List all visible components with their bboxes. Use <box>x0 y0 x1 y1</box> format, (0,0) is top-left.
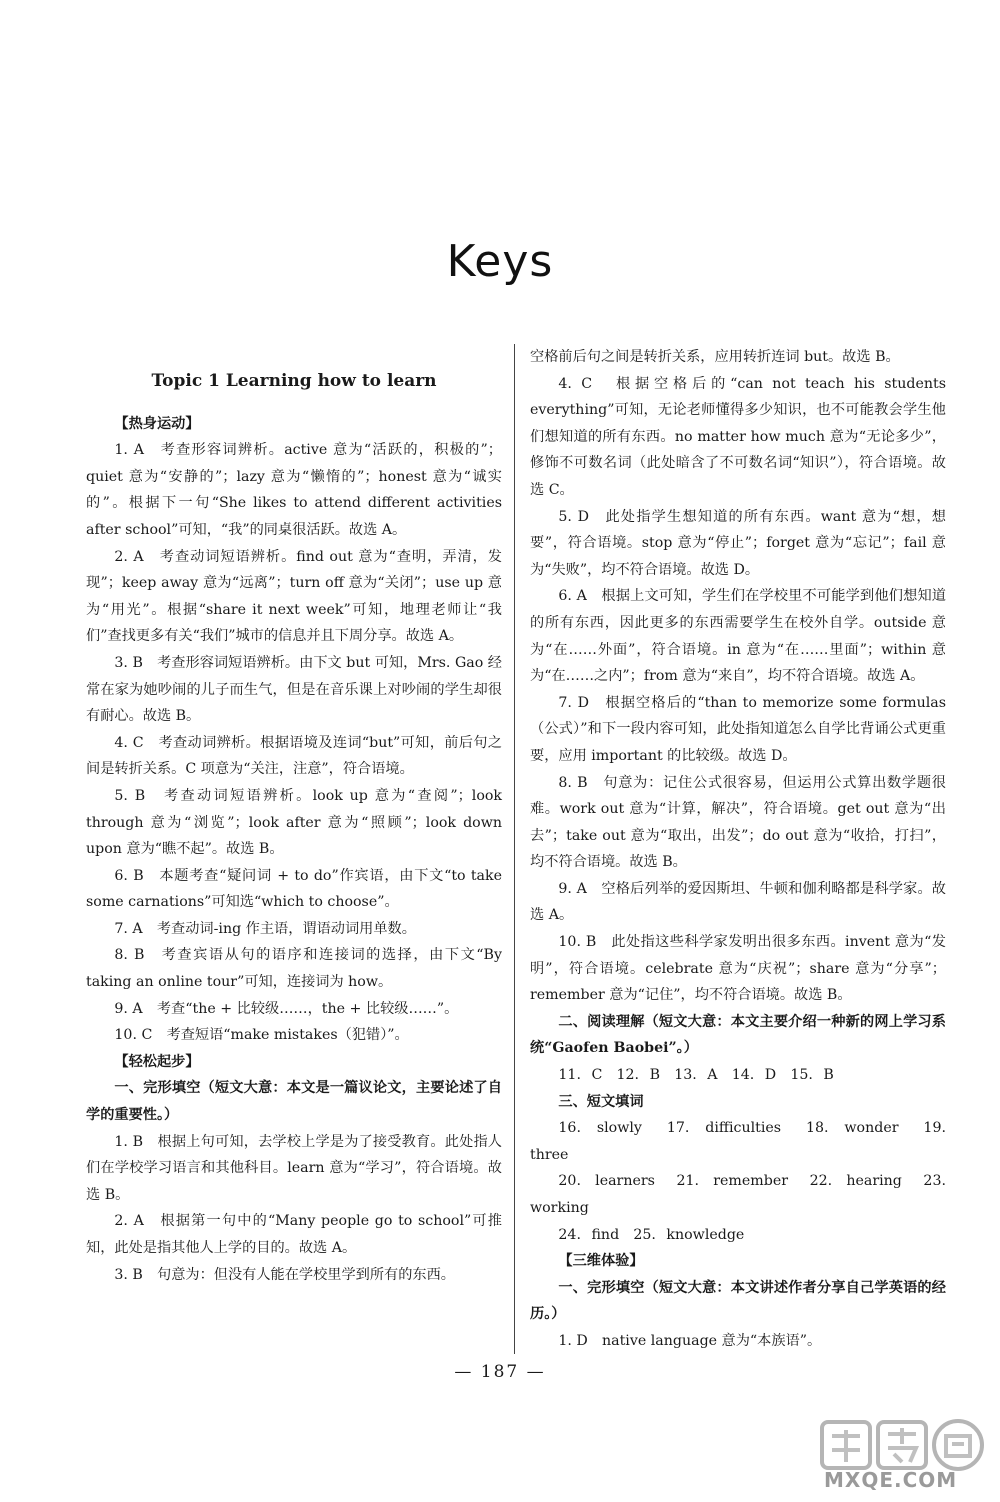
left-paragraph: 2. A 考查动词短语辨析。find out 意为“查明，弄清，发现”；keep away 意为“远离”；turn off 意为“关闭”；use up 意为“用光”。根据“share it next week”可知，地理老师让“我们”查找更多有关“我们”城市的信息并且下周分享。故选 A。 <box>86 548 502 645</box>
column-divider <box>514 344 515 1354</box>
right-paragraph: 7. D 根据空格后的“than to memorize some formulas（公式）”和下一段内容可知，此处指知道怎么自学比背诵公式更重要，应用 important 的比较级。故选 D。 <box>530 694 946 764</box>
left-paragraph: 3. B 考查形容词短语辨析。由下文 but 可知，Mrs. Gao 经常在家为她吵闹的儿子而生气，但是在音乐课上对吵闹的学生却很有耐心。故选 B。 <box>86 654 502 725</box>
right-paragraph: 6. A 根据上文可知，学生们在学校里不可能学到他们想知道的所有东西，因此更多的东西需要学生在校外自学。outside 意为“在……外面”，符合语境。in 意为“在……里面”；within 意为“在……之内”；from 意为“来自”，均不符合语境。故选 A。 <box>530 588 946 685</box>
left-paragraph: 5. B 考查动词短语辨析。look up 意为“查阅”；look through 意为“浏览”；look after 意为“照顾”；look down upon 意为“瞧不起”。故选 B。 <box>86 787 502 858</box>
left-paragraph: 1. A 考查形容词辨析。active 意为“活跃的，积极的”；quiet 意为“安静的”；lazy 意为“懒惰的”；honest 意为“诚实的”。根据下一句“She likes to attend different activities after school”可知，“我”的同桌很活跃。故选 A。 <box>86 442 502 538</box>
right-column <box>530 344 946 1355</box>
right-paragraph: 16. slowly 17. difficulties 18. wonder 19. three <box>530 1120 946 1163</box>
right-paragraph: 9. A 空格后列举的爱因斯坦、牛顿和伽利略都是科学家。故选 A。 <box>530 880 946 924</box>
right-paragraph: 一、完形填空（短文大意：本文讲述作者分享自己学英语的经历。） <box>530 1279 946 1323</box>
right-paragraph: 【三维体验】 <box>558 1253 644 1270</box>
right-paragraph: 24. find 25. knowledge <box>558 1226 745 1243</box>
right-paragraph: 空格前后句之间是转折关系，应用转折连词 but。故选 B。 <box>530 349 900 365</box>
page-number: — 187 — <box>454 1362 546 1382</box>
right-paragraph: 8. B 句意为：记住公式很容易，但运用公式算出数学题很难。work out 意为“计算，解决”，符合语境。get out 意为“出去”；take out 意为“取出，出发”；do out 意为“收拾，打扫”，均不符合语境。故选 B。 <box>530 774 946 871</box>
left-paragraph: 7. A 考查动词-ing 作主语，谓语动词用单数。 <box>114 920 416 937</box>
right-paragraph: 三、短文填词 <box>558 1093 644 1110</box>
left-paragraph: 【轻松起步】 <box>114 1053 200 1070</box>
right-paragraph: 20. learners 21. remember 22. hearing 23. working <box>530 1173 946 1216</box>
right-paragraph: 10. B 此处指这些科学家发明出很多东西。invent 意为“发明”，符合语境。celebrate 意为“庆祝”；share 意为“分享”；remember 意为“记住”，均不符合语境。故选 B。 <box>530 934 946 1004</box>
right-paragraph: 1. D native language 意为“本族语”。 <box>558 1332 822 1349</box>
left-paragraph: 10. C 考查短语“make mistakes（犯错）”。 <box>114 1027 409 1044</box>
left-paragraph: 1. B 根据上句可知，去学校上学是为了接受教育。此处指人们在学校学习语言和其他科目。learn 意为“学习”，符合语境。故选 B。 <box>86 1133 502 1203</box>
left-column <box>86 344 502 1288</box>
left-paragraph: 9. A 考查“the + 比较级……，the + 比较级……”。 <box>114 1000 459 1017</box>
right-column-body <box>530 344 946 1355</box>
left-paragraph: 2. A 根据第一句中的“Many people go to school”可推知，此处是指其他人上学的目的。故选 A。 <box>86 1213 502 1256</box>
right-paragraph: 11. C 12. B 13. A 14. D 15. B <box>558 1067 834 1084</box>
left-paragraph: 一、完形填空（短文大意：本文是一篇议论文，主要论述了自学的重要性。） <box>86 1080 502 1124</box>
left-paragraph: 8. B 考查宾语从句的语序和连接词的选择，由下文“By taking an online tour”可知，连接词为 how。 <box>86 947 502 991</box>
left-column-body <box>86 411 502 1289</box>
topic-heading: Topic 1 Learning how to learn <box>151 371 437 391</box>
watermark-site: MXQE.COM <box>824 1468 958 1492</box>
right-paragraph: 4. C 根据空格后的“can not teach his students everything”可知，无论老师懂得多少知识，也不可能教会学生他们想知道的所有东西。no matter how much 意为“无论多少”，修饰不可数名词（此处暗含了不可数名词“知识”），符合语境。故选 C。 <box>530 375 946 498</box>
left-paragraph: 【热身运动】 <box>114 415 200 432</box>
page-title: Keys <box>446 236 554 287</box>
right-paragraph: 5. D 此处指学生想知道的所有东西。want 意为“想，想要”，符合语境。stop 意为“停止”；forget 意为“忘记”；fail 意为“失败”，均不符合语境。故选 D。 <box>530 508 946 578</box>
left-paragraph: 3. B 句意为：但没有人能在学校里学到所有的东西。 <box>114 1266 455 1283</box>
left-paragraph: 6. B 本题考查“疑问词 + to do”作宾语，由下文“to take some carnations”可知选“which to choose”。 <box>86 867 502 911</box>
right-paragraph: 二、阅读理解（短文大意：本文主要介绍一种新的网上学习系统“Gaofen Baobei”。） <box>530 1013 946 1057</box>
left-paragraph: 4. C 考查动词辨析。根据语境及连词“but”可知，前后句之间是转折关系。C 项意为“关注，注意”，符合语境。 <box>86 734 502 778</box>
